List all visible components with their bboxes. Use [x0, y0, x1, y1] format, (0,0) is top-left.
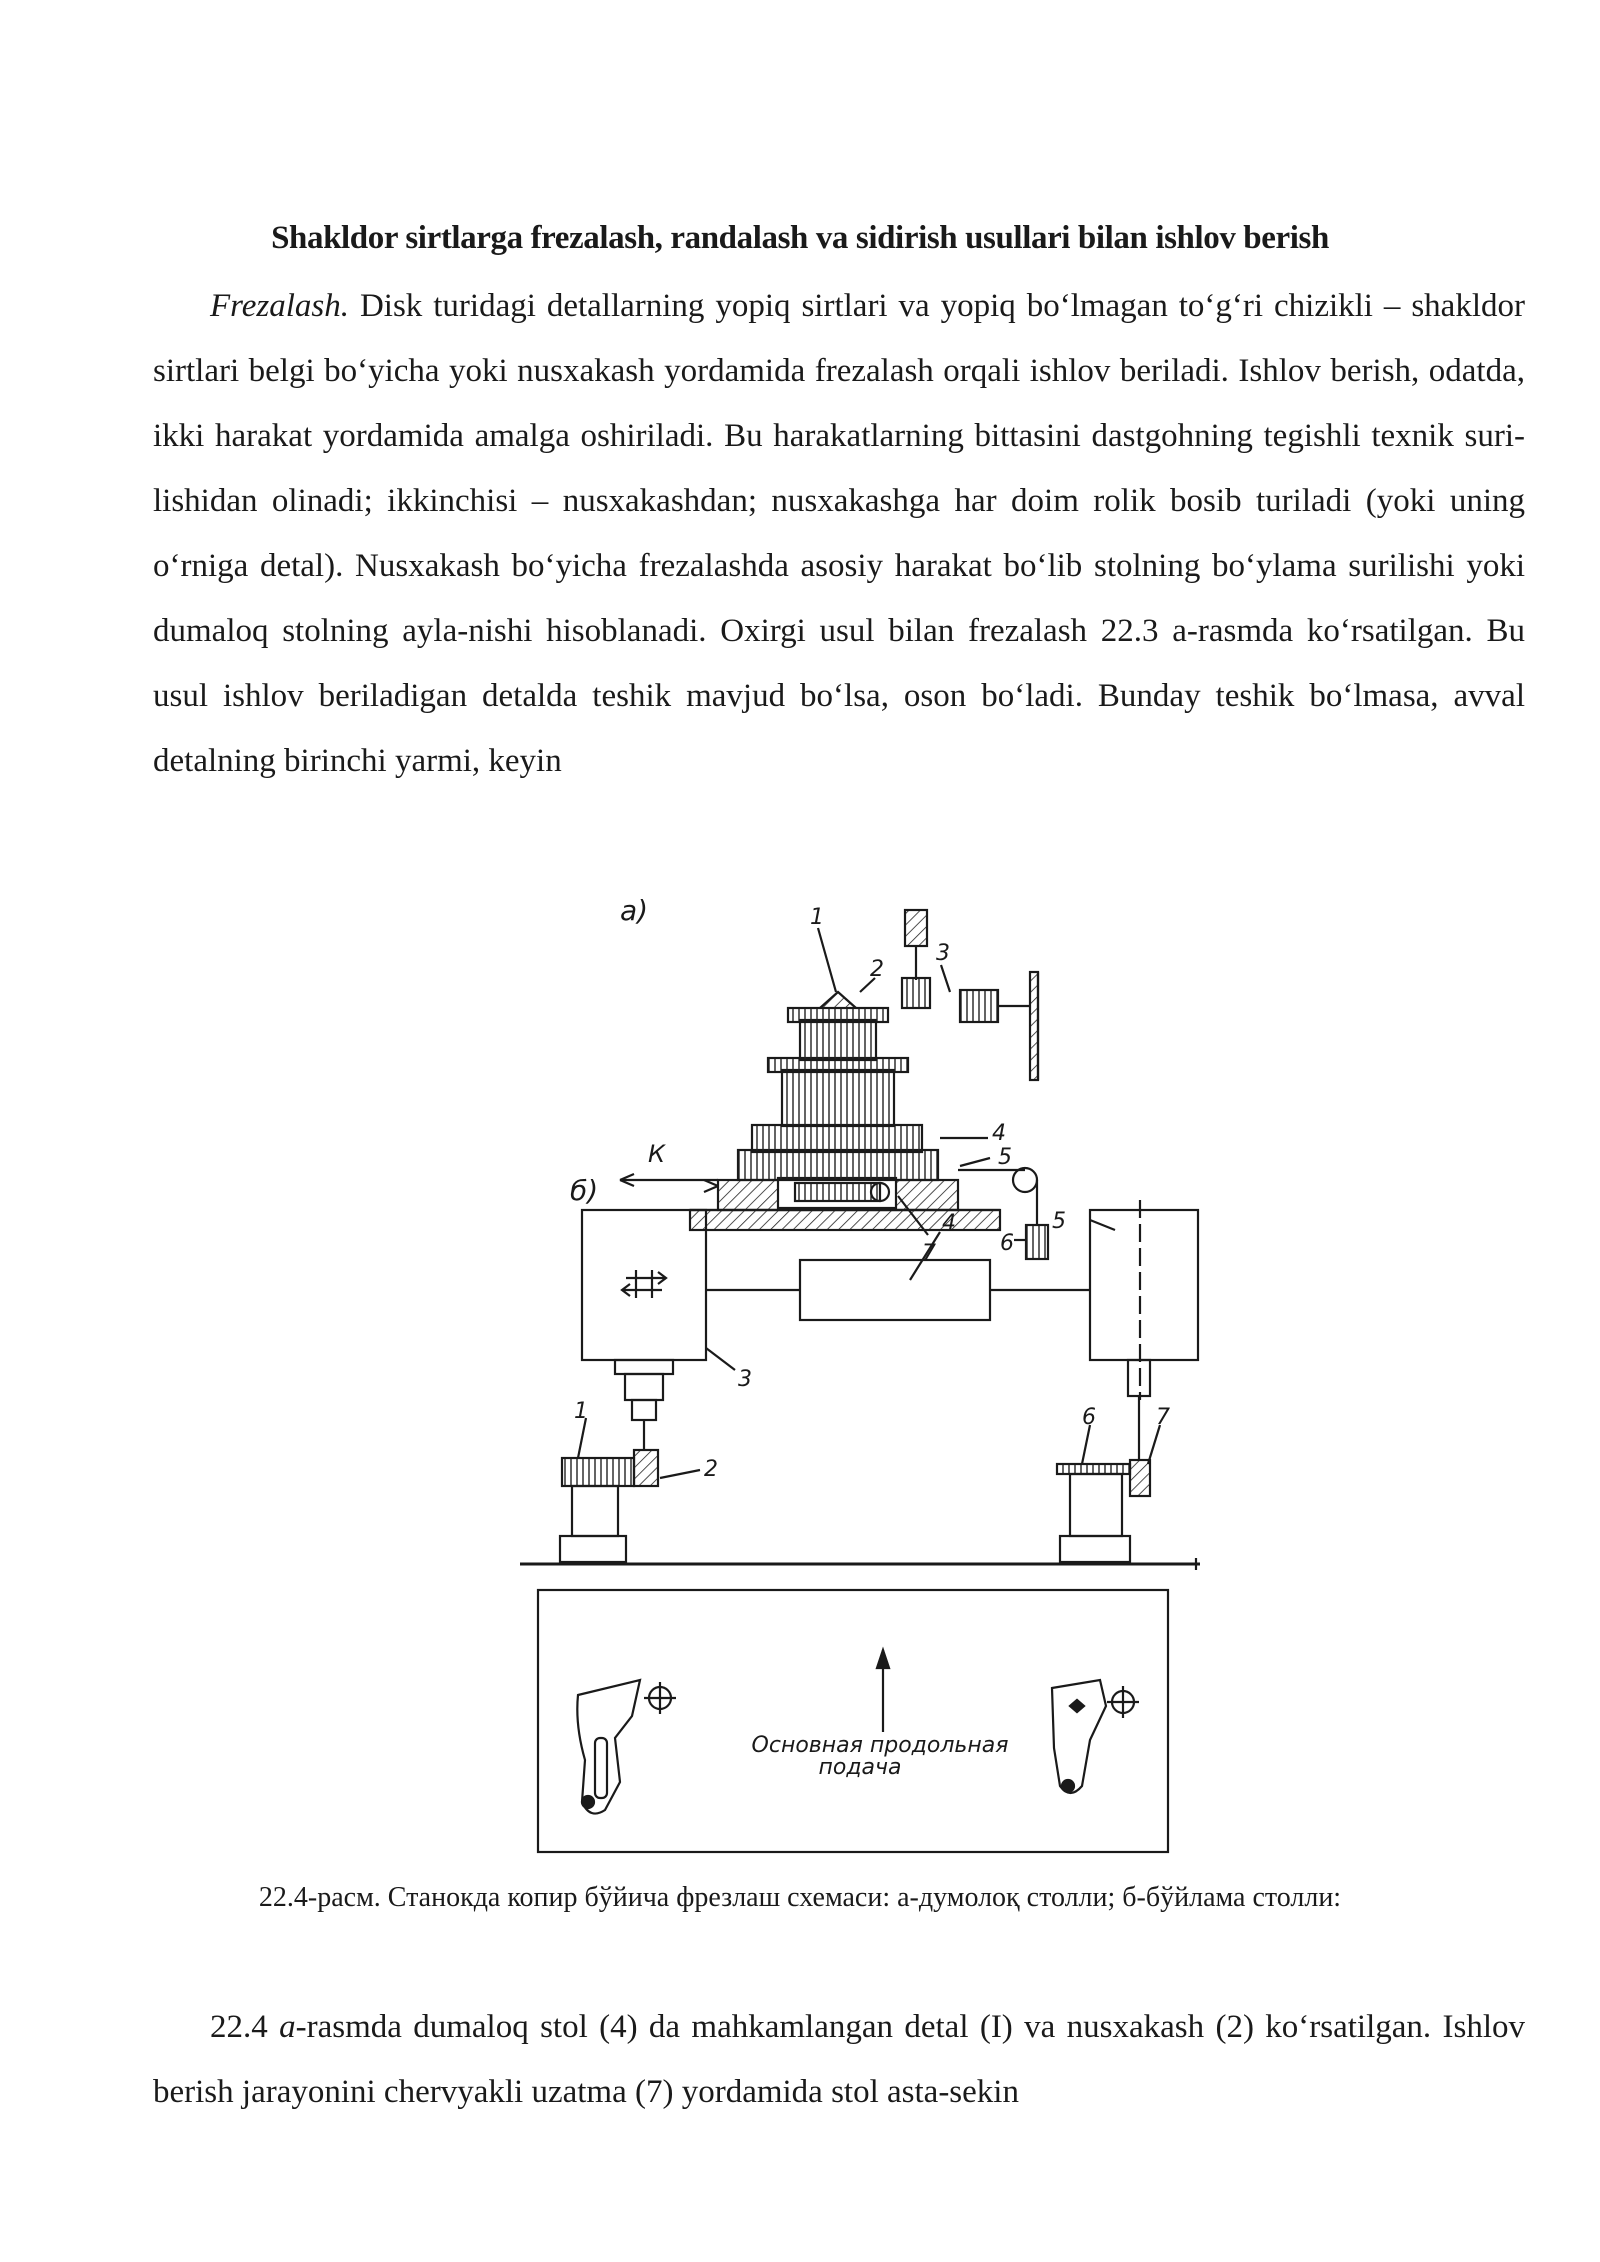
callout-a-4: 4 — [992, 1121, 1006, 1146]
callout-a-7: 7 — [922, 1241, 936, 1266]
callout-a-2: 2 — [870, 957, 884, 982]
feed-label-line1: Основная продольная — [751, 1733, 1009, 1758]
feed-label-line2: подача — [818, 1755, 902, 1780]
paragraph2-body: -rasmda dumaloq stol (4) da mahkamlangan detal (I) va nusxakash (2) ko‘rsatilgan. Ishlov berish jarayonini chervyakli uzatma (7) yordamida stol asta-sekin — [153, 2009, 1526, 2110]
callout-a-5: 5 — [998, 1145, 1012, 1170]
scheme-a-rotary-table — [620, 894, 1048, 1259]
figure-caption: 22.4-расм. Станокда копир бўйича фрезлаш схемаси: а-думолоқ столли; б-бўйлама столли: — [258, 1882, 1342, 1913]
paragraph-frezalash — [153, 274, 1525, 794]
callout-b-6: 6 — [1082, 1405, 1096, 1430]
paragraph2-italic: a — [279, 2009, 296, 2045]
callout-b-1: 1 — [574, 1399, 588, 1424]
paragraph-lead: Frezalash. — [210, 288, 350, 324]
paragraph-body: Disk turidagi detallarning yopiq sirtlari va yopiq bo‘lmagan to‘g‘ri chizikli – shakldor sirtlari belgi bo‘yicha yoki nusxakash yordamida frezalash orqali ishlov beriladi. Ishlov berish, odatda, ikki harakat yordamida amalga oshiriladi. Bu harakatlarning bittasini dastgohning tegishli texnik suri-lishidan olinadi; ikkinchisi – nusxakashdan; nusxakashga har doim rolik bosib turiladi (yoki uning o‘rniga detal). Nusxakash bo‘yicha frezalashda asosiy harakat bo‘lib stolning bo‘ylama surilishi yoki dumaloq stolning ayla-nishi hisoblanadi. Oxirgi usul bilan frezalash 22.3 a-rasmda ko‘rsatilgan. Bu usul ishlov beriladigan detalda teshik mavjud bo‘lsa, oson bo‘ladi. Bunday teshik bo‘lmasa, avval detalning birinchi yarmi, keyin — [153, 288, 1525, 779]
paragraph2-start: 22.4 — [210, 2009, 280, 2045]
label-b: б) — [570, 1174, 599, 1207]
feed-direction-label — [752, 1733, 1009, 1780]
callout-b-7: 7 — [1156, 1405, 1170, 1430]
callout-b-2: 2 — [704, 1457, 718, 1482]
label-k: К — [648, 1140, 666, 1168]
callout-a-3: 3 — [936, 941, 950, 966]
scheme-b-callouts — [574, 1209, 1170, 1482]
callout-a-1: 1 — [810, 905, 824, 930]
paragraph-22-4 — [153, 1995, 1525, 2125]
label-a: а) — [620, 894, 649, 927]
callout-b-3: 3 — [738, 1367, 752, 1392]
page-title: Shakldor sirtlarga frezalash, randalash va sidirish usullari bilan ishlov berish — [271, 220, 1329, 256]
callout-a-6: 6 — [1000, 1231, 1014, 1256]
callout-b-4: 4 — [942, 1211, 956, 1236]
milling-scheme-figure — [520, 880, 1200, 1860]
callout-b-5: 5 — [1052, 1209, 1066, 1234]
